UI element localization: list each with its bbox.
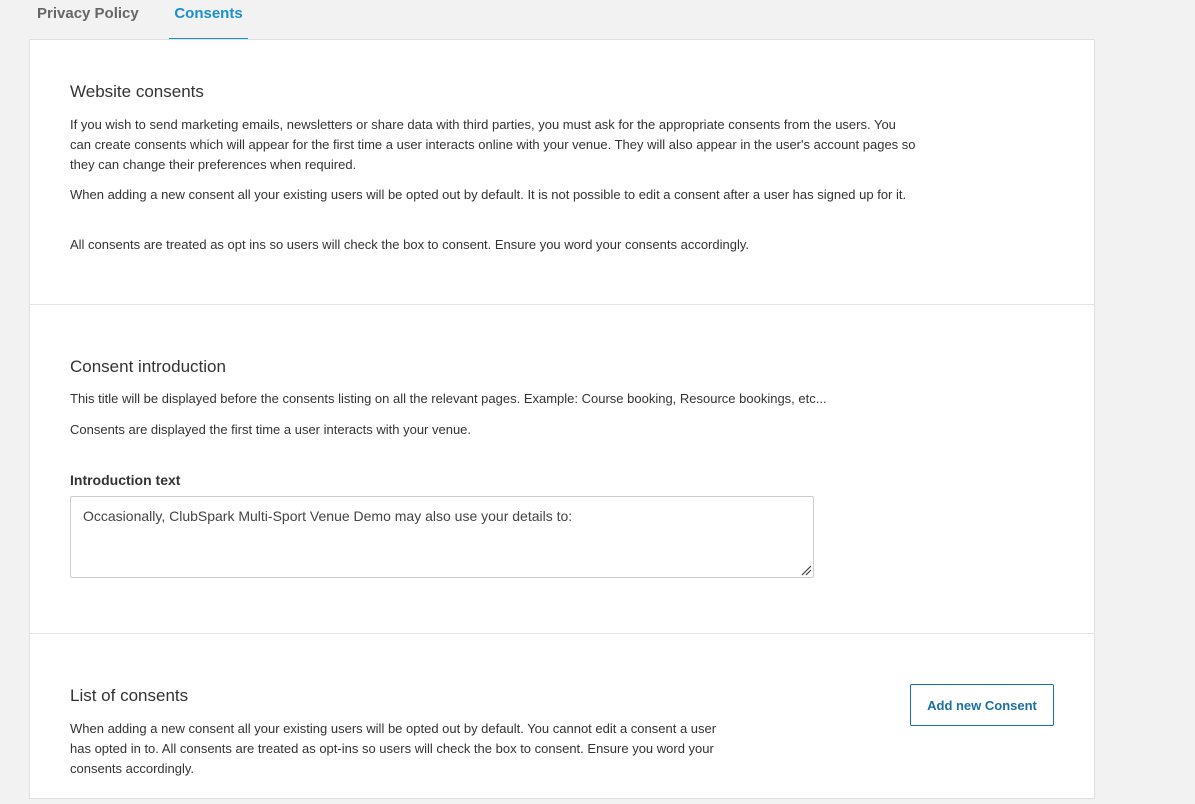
list-of-consents-title: List of consents [70, 686, 189, 705]
consent-introduction-display-note: Consents are displayed the first time a user interacts with your venue. [70, 422, 472, 437]
consent-introduction-description: This title will be displayed before the consents listing on all the relevant pages. Example: Course booking, Resource bookings, etc... [70, 391, 827, 406]
add-new-consent-button[interactable]: Add new Consent [910, 684, 1054, 726]
list-of-consents-section [30, 634, 1094, 804]
tab-privacy-policy[interactable]: Privacy Policy [37, 5, 139, 22]
introduction-text-input[interactable] [70, 496, 814, 578]
consents-panel [29, 39, 1095, 799]
website-consents-section [30, 40, 1094, 305]
website-consents-description: If you wish to send marketing emails, newsletters or share data with third parties, you must ask for the appropriate consents from the users. You can create consents which will appear for the first time a user interacts online with your venue. They will also appear in the user's account pages so they can change their preferences when required. [70, 117, 916, 172]
website-consents-opt-out-note: When adding a new consent all your existing users will be opted out by default. It is not possible to edit a consent after a user has signed up for it. [70, 187, 907, 202]
tab-bar [0, 0, 1195, 40]
consent-introduction-section [30, 305, 1094, 634]
tab-consents[interactable]: Consents [169, 0, 248, 40]
consent-introduction-title: Consent introduction [70, 357, 226, 376]
list-of-consents-description: When adding a new consent all your existing users will be opted out by default. You cannot edit a consent a user has opted in to. All consents are treated as opt-ins so users will check the box to consent. Ensure you word your consents accordingly. [70, 721, 717, 776]
introduction-text-label: Introduction text [70, 472, 181, 488]
website-consents-title: Website consents [70, 82, 204, 101]
website-consents-opt-in-note: All consents are treated as opt ins so users will check the box to consent. Ensure you word your consents accordingly. [70, 237, 749, 252]
resize-handle-icon[interactable] [800, 564, 812, 576]
